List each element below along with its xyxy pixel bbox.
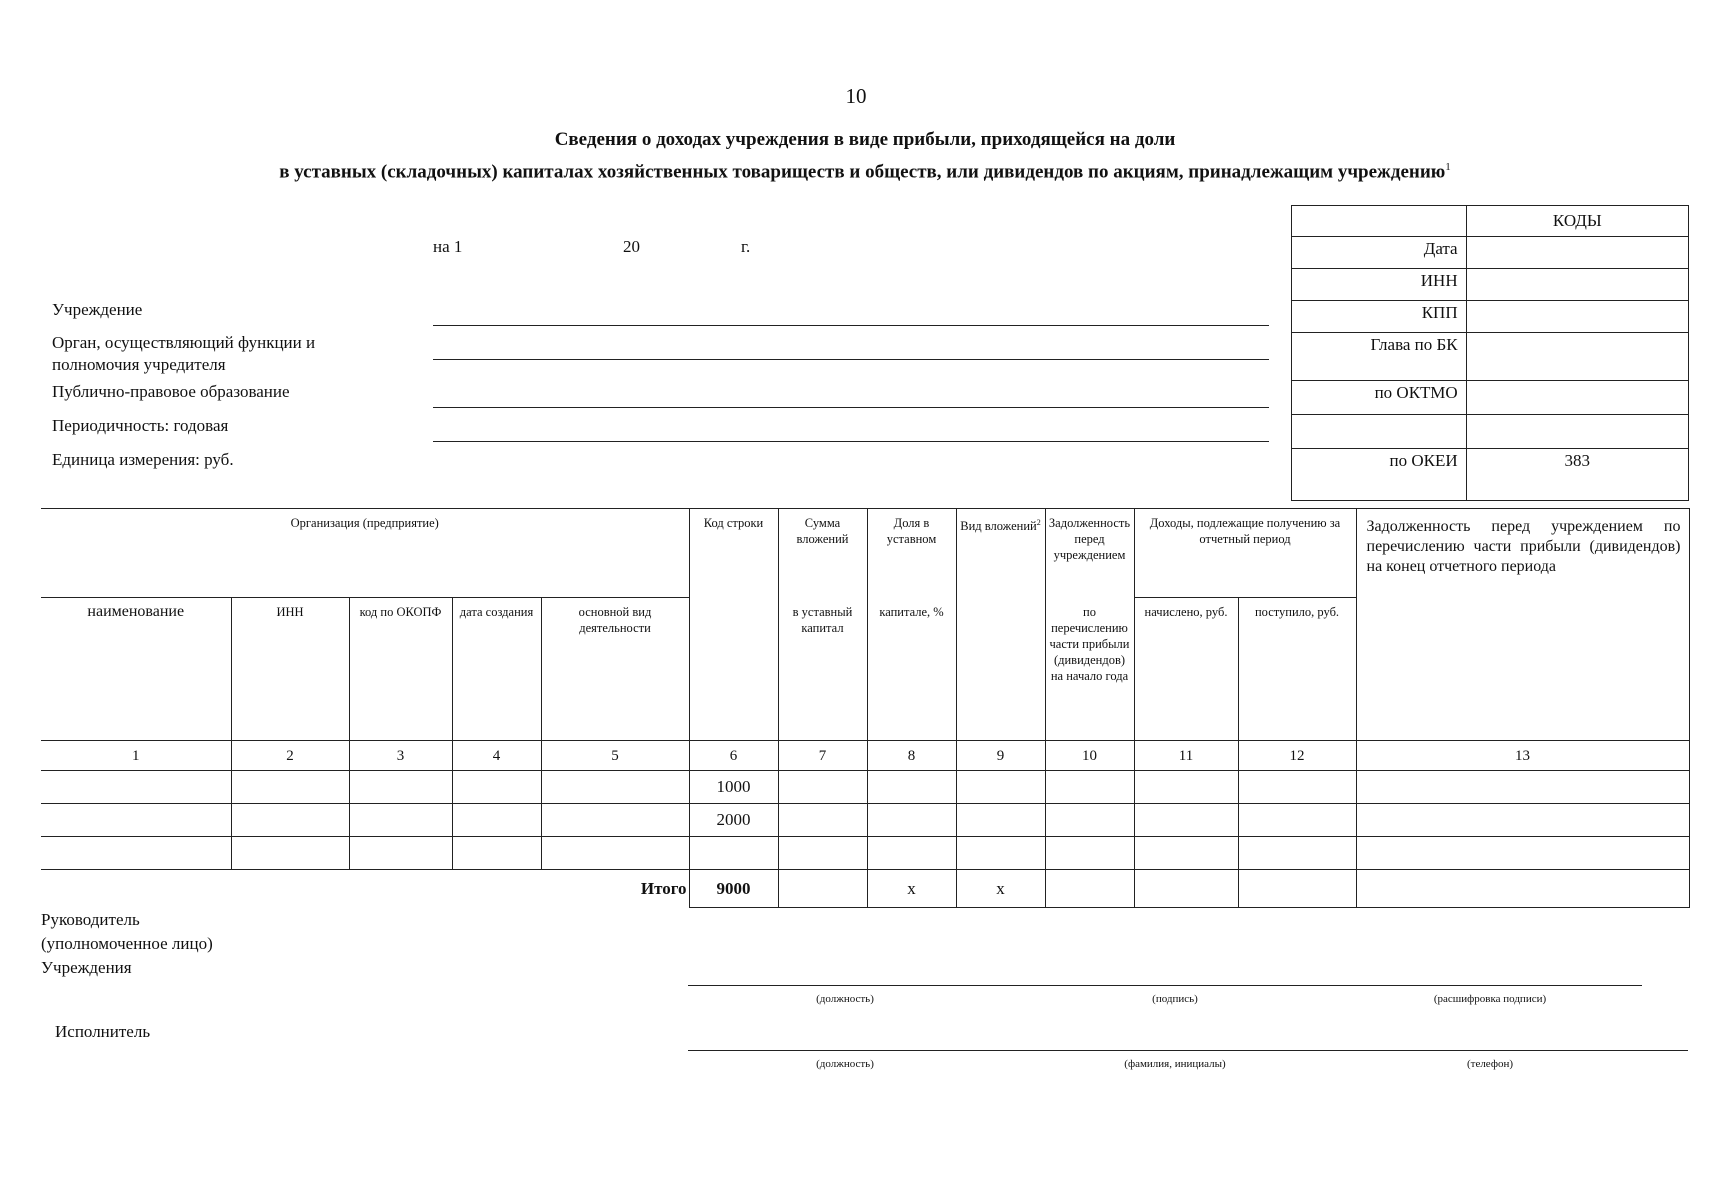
org-group-header: Организация (предприятие) <box>41 509 689 598</box>
cell-created[interactable] <box>452 771 541 804</box>
label-institution: Учреждение <box>52 300 143 319</box>
table-row <box>41 837 1689 870</box>
cell-accrued[interactable] <box>1134 804 1238 837</box>
cell-row-code: 1000 <box>689 771 778 804</box>
code-label-bk: Глава по БК <box>1292 333 1467 381</box>
col-number-1: 1 <box>41 741 231 771</box>
title-footnote: 1 <box>1445 161 1451 173</box>
col-number-10: 10 <box>1045 741 1134 771</box>
code-value-kpp[interactable] <box>1466 301 1688 333</box>
cell-received[interactable] <box>1238 804 1356 837</box>
cell-row-code: 2000 <box>689 804 778 837</box>
cell-name[interactable] <box>41 771 231 804</box>
code-label-okei: по ОКЕИ <box>1292 449 1467 501</box>
periodicity-field-line[interactable] <box>433 441 1269 442</box>
cell-received[interactable] <box>1238 837 1356 870</box>
date-suffix: г. <box>741 237 751 256</box>
col-header-type-blank <box>956 598 1045 741</box>
cell-accrued[interactable] <box>1134 771 1238 804</box>
code-value-blank[interactable] <box>1466 415 1688 449</box>
cell-okopf[interactable] <box>349 804 452 837</box>
col-number-2: 2 <box>231 741 349 771</box>
col-number-12: 12 <box>1238 741 1356 771</box>
codes-header-blank <box>1292 206 1467 237</box>
cell-debt-start[interactable] <box>1045 804 1134 837</box>
cell-activity[interactable] <box>541 771 689 804</box>
codes-header: КОДЫ <box>1466 206 1688 237</box>
income-table <box>41 508 1690 908</box>
label-periodicity: Периодичность: годовая <box>52 416 229 435</box>
cell-debt-start[interactable] <box>1045 771 1134 804</box>
code-label-kpp: КПП <box>1292 301 1467 333</box>
total-debt-end[interactable] <box>1356 870 1689 908</box>
cell-type[interactable] <box>956 804 1045 837</box>
code-label-date: Дата <box>1292 237 1467 269</box>
col-number-9: 9 <box>956 741 1045 771</box>
cell-name[interactable] <box>41 837 231 870</box>
col-number-11: 11 <box>1134 741 1238 771</box>
col-header-debt-bottom: по перечислению части прибыли (дивидендов) на начало года <box>1045 598 1134 741</box>
col-header-okopf: код по ОКОПФ <box>349 598 452 741</box>
cell-inn[interactable] <box>231 837 349 870</box>
cell-okopf[interactable] <box>349 837 452 870</box>
cell-inn[interactable] <box>231 771 349 804</box>
label-unit: Единица измерения: руб. <box>52 450 234 469</box>
col-header-type <box>956 509 1045 598</box>
cell-created[interactable] <box>452 804 541 837</box>
total-type: x <box>956 870 1045 908</box>
total-sum[interactable] <box>778 870 867 908</box>
code-value-oktmo[interactable] <box>1466 381 1688 415</box>
col-header-received: поступило, руб. <box>1238 598 1356 741</box>
col-number-3: 3 <box>349 741 452 771</box>
label-public-entity: Публично-правовое образование <box>52 382 290 401</box>
cell-row-code <box>689 837 778 870</box>
exec-caption-position: (должность) <box>816 1058 874 1070</box>
code-value-bk[interactable] <box>1466 333 1688 381</box>
cell-activity[interactable] <box>541 804 689 837</box>
col-header-activity: основной вид деятельности <box>541 598 689 741</box>
cell-debt-end[interactable] <box>1356 837 1689 870</box>
code-label-oktmo: по ОКТМО <box>1292 381 1467 415</box>
total-code: 9000 <box>689 870 778 908</box>
exec-caption-phone: (телефон) <box>1466 1058 1514 1070</box>
col-header-sum-top: Сумма вложений <box>778 509 867 598</box>
date-year: 20 <box>623 237 640 256</box>
code-value-okei[interactable]: 383 <box>1466 449 1688 501</box>
cell-debt-end[interactable] <box>1356 804 1689 837</box>
col-number-8: 8 <box>867 741 956 771</box>
total-received[interactable] <box>1238 870 1356 908</box>
label-founder-body: Орган, осуществляющий функции и полномочия учредителя <box>52 333 316 374</box>
cell-accrued[interactable] <box>1134 837 1238 870</box>
cell-type[interactable] <box>956 837 1045 870</box>
table-row <box>41 771 1689 804</box>
sig-head-line-3: Учреждения <box>41 958 132 977</box>
col-header-debt-end-blank <box>1356 598 1689 741</box>
head-signature-line[interactable] <box>688 985 1642 986</box>
sig-head-line-1: Руководитель <box>41 910 140 929</box>
cell-activity[interactable] <box>541 837 689 870</box>
cell-type[interactable] <box>956 771 1045 804</box>
institution-field-line[interactable] <box>433 325 1269 326</box>
col-header-share-top: Доля в уставном <box>867 509 956 598</box>
form-title-line-2-text: в уставных (складочных) капиталах хозяйственных товариществ и обществ, или дивидендов по акциям, принадлежащим учреждению <box>279 161 1446 183</box>
col-header-share-bottom: капитале, % <box>867 598 956 741</box>
total-share: x <box>867 870 956 908</box>
col-number-5: 5 <box>541 741 689 771</box>
head-caption-decoding: (расшифровка подписи) <box>1433 993 1547 1005</box>
cell-debt-start[interactable] <box>1045 837 1134 870</box>
cell-debt-end[interactable] <box>1356 771 1689 804</box>
table-row <box>41 804 1689 837</box>
col-number-4: 4 <box>452 741 541 771</box>
income-group-header: Доходы, подлежащие получению за отчетный период <box>1134 509 1356 598</box>
total-accrued[interactable] <box>1134 870 1238 908</box>
col-header-debt-end: Задолженность перед учреждением по перечислению части прибыли (дивидендов) на конец отчетного периода <box>1356 509 1689 598</box>
codes-box <box>1291 205 1689 501</box>
cell-sum[interactable] <box>778 837 867 870</box>
cell-sum[interactable] <box>778 771 867 804</box>
col-header-inn: ИНН <box>231 598 349 741</box>
cell-created[interactable] <box>452 837 541 870</box>
cell-inn[interactable] <box>231 804 349 837</box>
col-header-created: дата создания <box>452 598 541 741</box>
total-debt-start[interactable] <box>1045 870 1134 908</box>
total-row <box>41 870 1689 908</box>
executor-signature-line[interactable] <box>688 1050 1688 1051</box>
col-number-7: 7 <box>778 741 867 771</box>
cell-share[interactable] <box>867 804 956 837</box>
col-header-type-note: 2 <box>1036 518 1041 527</box>
public-entity-field-line[interactable] <box>433 407 1269 408</box>
date-prefix: на 1 <box>433 237 463 256</box>
cell-okopf[interactable] <box>349 771 452 804</box>
cell-share[interactable] <box>867 837 956 870</box>
sig-executor: Исполнитель <box>55 1022 151 1041</box>
code-label-blank <box>1292 415 1467 449</box>
col-number-6: 6 <box>689 741 778 771</box>
code-label-inn: ИНН <box>1292 269 1467 301</box>
head-caption-position: (должность) <box>816 993 874 1005</box>
sig-head-line-2: (уполномоченное лицо) <box>41 934 213 953</box>
page-number: 10 <box>845 84 867 108</box>
form-title-line-2 <box>0 161 1712 183</box>
cell-sum[interactable] <box>778 804 867 837</box>
col-header-sum-bottom: в уставный капитал <box>778 598 867 741</box>
col-number-13: 13 <box>1356 741 1689 771</box>
cell-name[interactable] <box>41 804 231 837</box>
code-value-date[interactable] <box>1466 237 1688 269</box>
col-header-accrued: начислено, руб. <box>1134 598 1238 741</box>
code-value-inn[interactable] <box>1466 269 1688 301</box>
form-title-line-1: Сведения о доходах учреждения в виде прибыли, приходящейся на доли <box>554 129 1176 150</box>
col-header-name: наименование <box>41 598 231 741</box>
founder-field-line[interactable] <box>433 359 1269 360</box>
col-header-type-text: Вид вложений <box>960 519 1037 534</box>
cell-share[interactable] <box>867 771 956 804</box>
cell-received[interactable] <box>1238 771 1356 804</box>
col-header-debt-top: Задолженность перед учреждением <box>1045 509 1134 598</box>
total-label: Итого <box>640 878 687 898</box>
exec-caption-name: (фамилия, инициалы) <box>1124 1058 1226 1070</box>
col-header-code: Код строки <box>689 509 778 741</box>
head-caption-signature: (подпись) <box>1152 993 1198 1005</box>
